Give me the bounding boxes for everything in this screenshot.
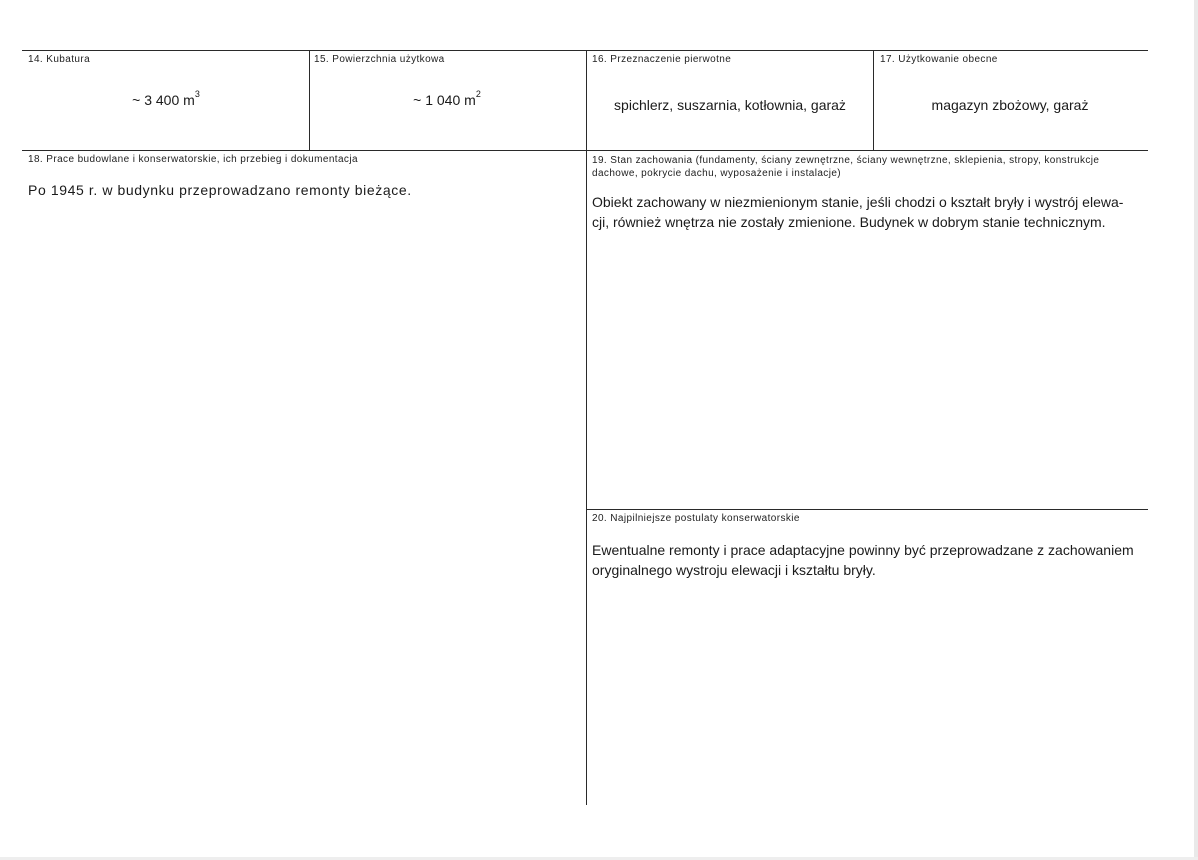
field-16-label: 16. Przeznaczenie pierwotne [592, 54, 732, 65]
top-row-bottom-border [22, 150, 1148, 151]
field-20-top-border [586, 509, 1148, 510]
field-18-label: 18. Prace budowlane i konserwatorskie, ich przebieg i dokumentacja [28, 154, 358, 165]
field-19-text [592, 192, 1148, 232]
field-19-text-line-2: cji, również wnętrza nie zostały zmienione. Budynek w dobrym stanie technicznym. [592, 214, 1106, 230]
field-14-number: ~ 3 400 m [132, 92, 195, 108]
field-14-label: 14. Kubatura [28, 54, 91, 65]
field-15-label: 15. Powierzchnia użytkowa [314, 54, 445, 65]
top-border [22, 50, 1148, 51]
field-15-value [310, 89, 584, 108]
field-15-number: ~ 1 040 m [413, 92, 476, 108]
divider-center [586, 50, 587, 805]
field-17-label: 17. Użytkowanie obecne [880, 54, 998, 65]
field-20-text: Ewentualne remonty i prace adaptacyjne powinny być przeprowadzane z zachowaniem oryginalnego wystroju elewacji i kształtu bryły. [592, 542, 1134, 578]
field-17-value: magazyn zbożowy, garaż [931, 97, 1089, 113]
field-19-text-line-1: Obiekt zachowany w niezmienionym stanie, jeśli chodzi o kształt bryły i wystrój elewa- [592, 194, 1124, 210]
field-16-value: spichlerz, suszarnia, kotłownia, garaż [614, 97, 846, 113]
field-20-label: 20. Najpilniejsze postulaty konserwatorskie [592, 513, 800, 524]
field-14-value [24, 89, 308, 108]
field-14-unit-exponent: 3 [194, 89, 200, 99]
field-18-text: Po 1945 r. w budynku przeprowadzano remonty bieżące. [28, 182, 412, 198]
field-15-unit-exponent: 2 [475, 89, 481, 99]
scan-edge-right [1194, 0, 1198, 860]
field-19-label: 19. Stan zachowania (fundamenty, ściany zewnętrzne, ściany wewnętrzne, sklepienia, stropy, konstrukcje dachowe, pokrycie dachu, wyposażenie i instalacje) [592, 155, 1100, 179]
